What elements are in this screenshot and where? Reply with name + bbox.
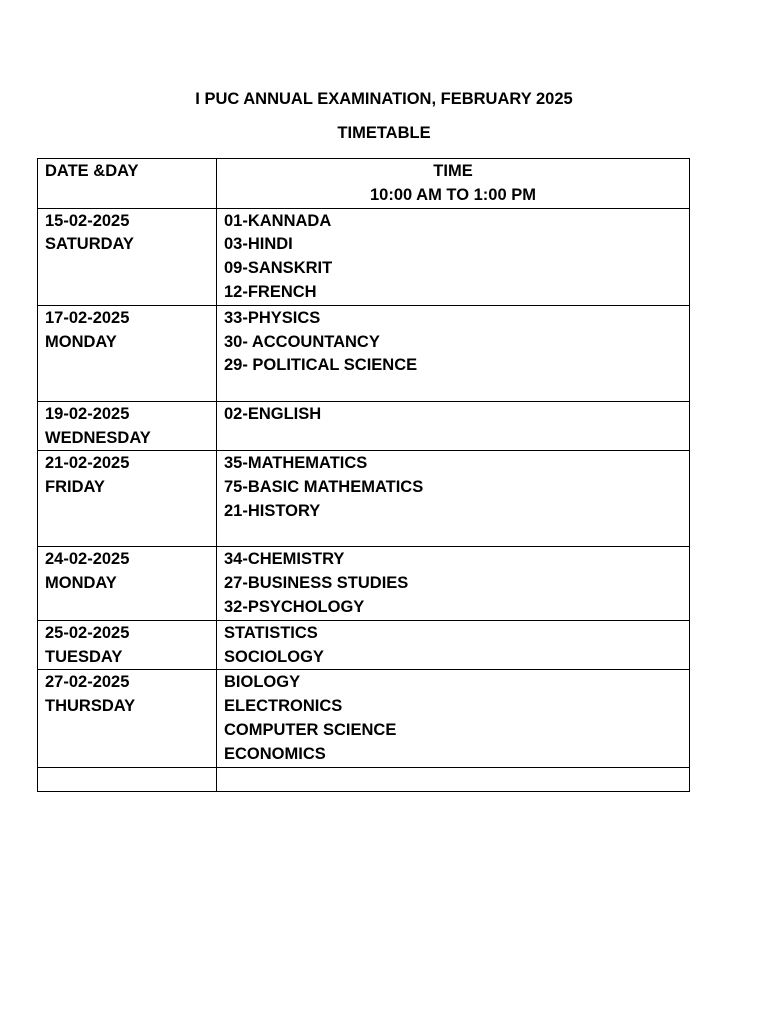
subject: 32-PSYCHOLOGY bbox=[224, 597, 365, 616]
table-header-row bbox=[38, 159, 690, 209]
date-cell bbox=[38, 208, 217, 305]
exam-day: TUESDAY bbox=[45, 647, 123, 666]
date-day-header bbox=[38, 159, 217, 209]
empty-cell bbox=[217, 767, 690, 791]
subject: 27-BUSINESS STUDIES bbox=[224, 574, 409, 593]
subject: COMPUTER SCIENCE bbox=[224, 720, 397, 739]
exam-day: FRIDAY bbox=[45, 478, 105, 497]
empty-cell bbox=[38, 767, 217, 791]
table-row bbox=[38, 547, 690, 620]
subject: 12-FRENCH bbox=[224, 282, 317, 301]
subject: 34-CHEMISTRY bbox=[224, 550, 345, 569]
subjects-cell bbox=[217, 401, 690, 451]
subject: 35-MATHEMATICS bbox=[224, 454, 368, 473]
subjects-cell bbox=[217, 451, 690, 547]
subject: SOCIOLOGY bbox=[224, 647, 324, 666]
page-title: I PUC ANNUAL EXAMINATION, FEBRUARY 2025 bbox=[195, 90, 573, 108]
exam-date: 24-02-2025 bbox=[45, 550, 130, 569]
time-range: 10:00 AM TO 1:00 PM bbox=[370, 185, 536, 204]
subjects-cell bbox=[217, 208, 690, 305]
subjects-cell bbox=[217, 547, 690, 620]
date-cell bbox=[38, 620, 217, 670]
exam-date: 15-02-2025 bbox=[45, 211, 130, 230]
subject: 33-PHYSICS bbox=[224, 308, 321, 327]
exam-day: WEDNESDAY bbox=[45, 428, 151, 447]
subject: 01-KANNADA bbox=[224, 211, 332, 230]
exam-date: 17-02-2025 bbox=[45, 308, 130, 327]
exam-date: 27-02-2025 bbox=[45, 673, 130, 692]
timetable bbox=[37, 158, 690, 792]
date-cell bbox=[38, 305, 217, 401]
date-day-header-label: DATE &DAY bbox=[45, 162, 139, 180]
subjects-cell bbox=[217, 305, 690, 401]
time-header-label: TIME bbox=[433, 162, 473, 180]
exam-day: SATURDAY bbox=[45, 235, 134, 254]
exam-day: THURSDAY bbox=[45, 697, 136, 716]
date-cell bbox=[38, 401, 217, 451]
subject: BIOLOGY bbox=[224, 673, 301, 692]
page-subtitle: TIMETABLE bbox=[337, 124, 431, 142]
subject: STATISTICS bbox=[224, 623, 318, 642]
exam-date: 21-02-2025 bbox=[45, 454, 130, 473]
subjects-cell bbox=[217, 670, 690, 767]
exam-day: MONDAY bbox=[45, 574, 117, 593]
table-row bbox=[38, 208, 690, 305]
table-row bbox=[38, 670, 690, 767]
exam-date: 19-02-2025 bbox=[45, 404, 130, 423]
exam-day: MONDAY bbox=[45, 332, 117, 351]
subject: 29- POLITICAL SCIENCE bbox=[224, 356, 418, 375]
subject: 30- ACCOUNTANCY bbox=[224, 332, 380, 351]
date-cell bbox=[38, 547, 217, 620]
subject: 09-SANSKRIT bbox=[224, 259, 333, 278]
table-row bbox=[38, 305, 690, 401]
date-cell bbox=[38, 670, 217, 767]
subject: ECONOMICS bbox=[224, 744, 326, 763]
empty-row bbox=[38, 767, 690, 791]
exam-date: 25-02-2025 bbox=[45, 623, 130, 642]
table-row bbox=[38, 401, 690, 451]
subject: 02-ENGLISH bbox=[224, 404, 322, 423]
table-row bbox=[38, 620, 690, 670]
date-cell bbox=[38, 451, 217, 547]
subject: 03-HINDI bbox=[224, 235, 293, 254]
subjects-cell bbox=[217, 620, 690, 670]
table-row bbox=[38, 451, 690, 547]
subject: 21-HISTORY bbox=[224, 501, 321, 520]
subject: 75-BASIC MATHEMATICS bbox=[224, 478, 424, 497]
subject: ELECTRONICS bbox=[224, 697, 343, 716]
time-header bbox=[217, 159, 690, 209]
